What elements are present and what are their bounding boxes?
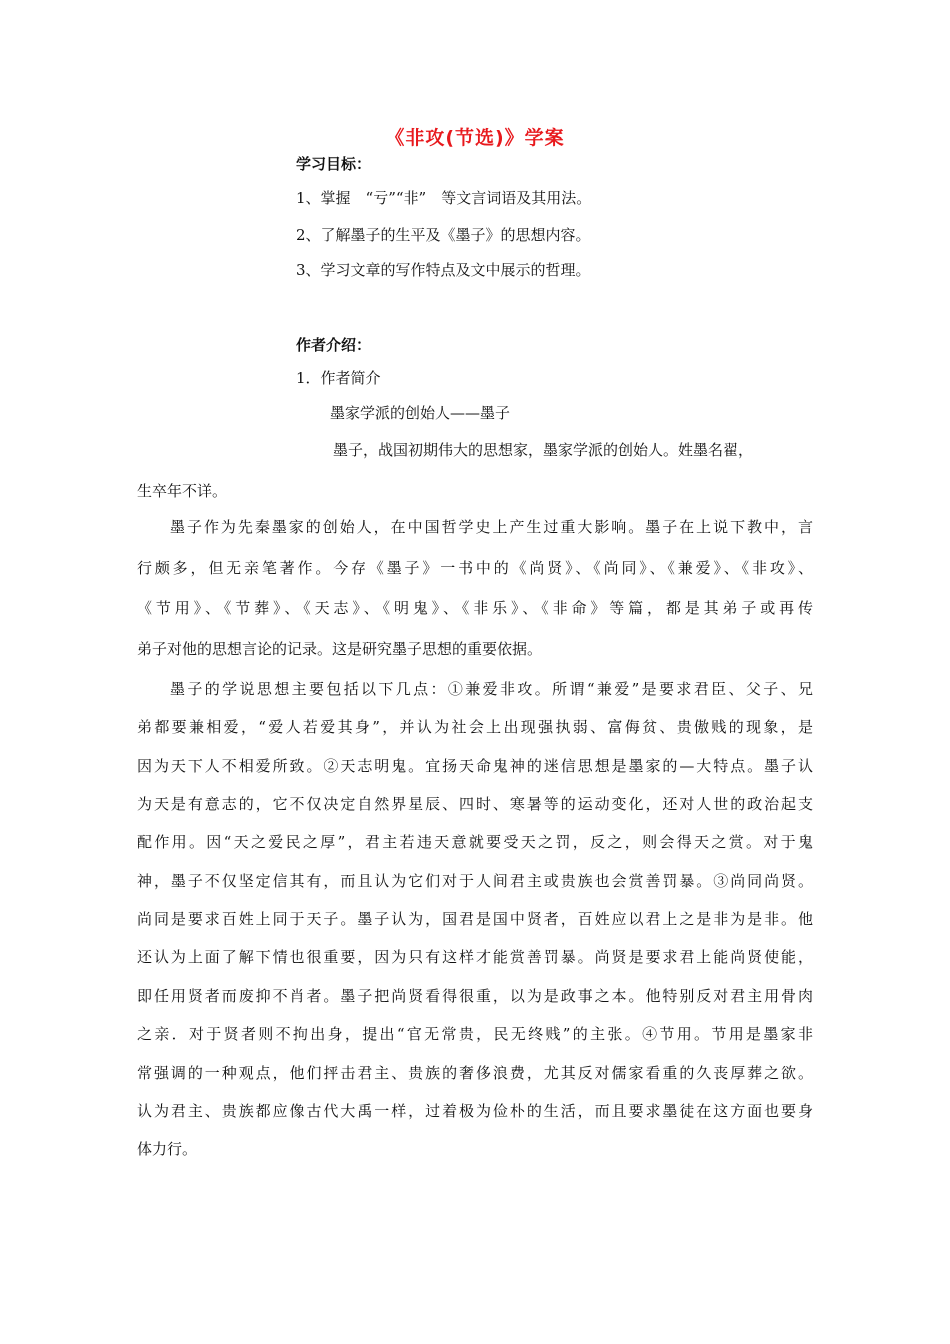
document-title: 《非攻(节选)》学案 bbox=[385, 127, 565, 149]
para2-line: 墨子的学说思想主要包括以下几点：①兼爱非攻。所谓“兼爱”是要求君臣、父子、兄 bbox=[170, 680, 813, 698]
para1-line: 《节用》、《节葬》、《天志》、《明鬼》、《非乐》、《非命》等篇，都是其弟子或再传 bbox=[137, 599, 813, 618]
author-caption: 墨家学派的创始人——墨子 bbox=[330, 404, 511, 422]
author-intro-line-2: 生卒年不详。 bbox=[137, 482, 228, 500]
para2-line: 尚同是要求百姓上同于天子。墨子认为，国君是国中贤者，百姓应以君上之是非为是非。他 bbox=[137, 910, 813, 929]
objective-item-2: 2、了解墨子的生平及《墨子》的思想内容。 bbox=[296, 226, 591, 244]
para2-line: 常强调的一种观点，他们抨击君主、贵族的奢侈浪费，尤其反对儒家看重的久丧厚葬之欲。 bbox=[137, 1063, 813, 1082]
para2-line: 配作用。因“天之爱民之厚”，君主若违天意就要受天之罚，反之，则会得天之赏。对于鬼 bbox=[137, 833, 813, 852]
objective-item-1: 1、掌握 “亏”“非” 等文言词语及其用法。 bbox=[296, 189, 592, 207]
objective-item-3: 3、学习文章的写作特点及文中展示的哲理。 bbox=[296, 261, 591, 279]
para2-line: 因为天下人不相爱所致。②天志明鬼。宜扬天命鬼神的迷信思想是墨家的—大特点。墨子认 bbox=[137, 756, 813, 775]
objectives-heading: 学习目标： bbox=[296, 155, 372, 173]
author-intro-line-1: 墨子，战国初期伟大的思想家，墨家学派的创始人。姓墨名翟， bbox=[333, 441, 754, 459]
para2-line: 为天是有意志的，它不仅决定自然界星辰、四时、寒暑等的运动变化，还对人世的政治起支 bbox=[137, 795, 813, 814]
para2-line: 之亲．对于贤者则不拘出身，提出“官无常贵，民无终贱”的主张。④节用。节用是墨家非 bbox=[137, 1025, 813, 1044]
para2-line: 还认为上面了解下情也很重要，因为只有这样才能赏善罚暴。尚贤是要求君上能尚贤使能， bbox=[137, 948, 813, 967]
para2-line: 体力行。 bbox=[137, 1140, 198, 1159]
para2-line: 弟都要兼相爱，“爱人若爱其身”，并认为社会上出现强执弱、富侮贫、贵傲贱的现象，是 bbox=[137, 718, 813, 737]
author-heading: 作者介绍： bbox=[296, 336, 372, 354]
author-sub-heading: 1．作者简介 bbox=[296, 369, 381, 387]
para1-line: 行颇多，但无亲笔著作。今存《墨子》一书中的《尚贤》、《尚同》、《兼爱》、《非攻》、 bbox=[137, 558, 813, 577]
para2-line: 神，墨子不仅坚定信其有，而且认为它们对于人间君主或贵族也会赏善罚暴。③尚同尚贤。 bbox=[137, 871, 813, 890]
para2-line: 即任用贤者而废抑不肖者。墨子把尚贤看得很重，以为是政事之本。他特别反对君主用骨肉 bbox=[137, 986, 813, 1005]
para2-line: 认为君主、贵族都应像古代大禹一样，过着极为俭朴的生活，而且要求墨徒在这方面也要身 bbox=[137, 1101, 813, 1120]
para1-line: 墨子作为先秦墨家的创始人，在中国哲学史上产生过重大影响。墨子在上说下教中，言 bbox=[170, 518, 813, 536]
para1-line: 弟子对他的思想言论的记录。这是研究墨子思想的重要依据。 bbox=[137, 639, 543, 658]
